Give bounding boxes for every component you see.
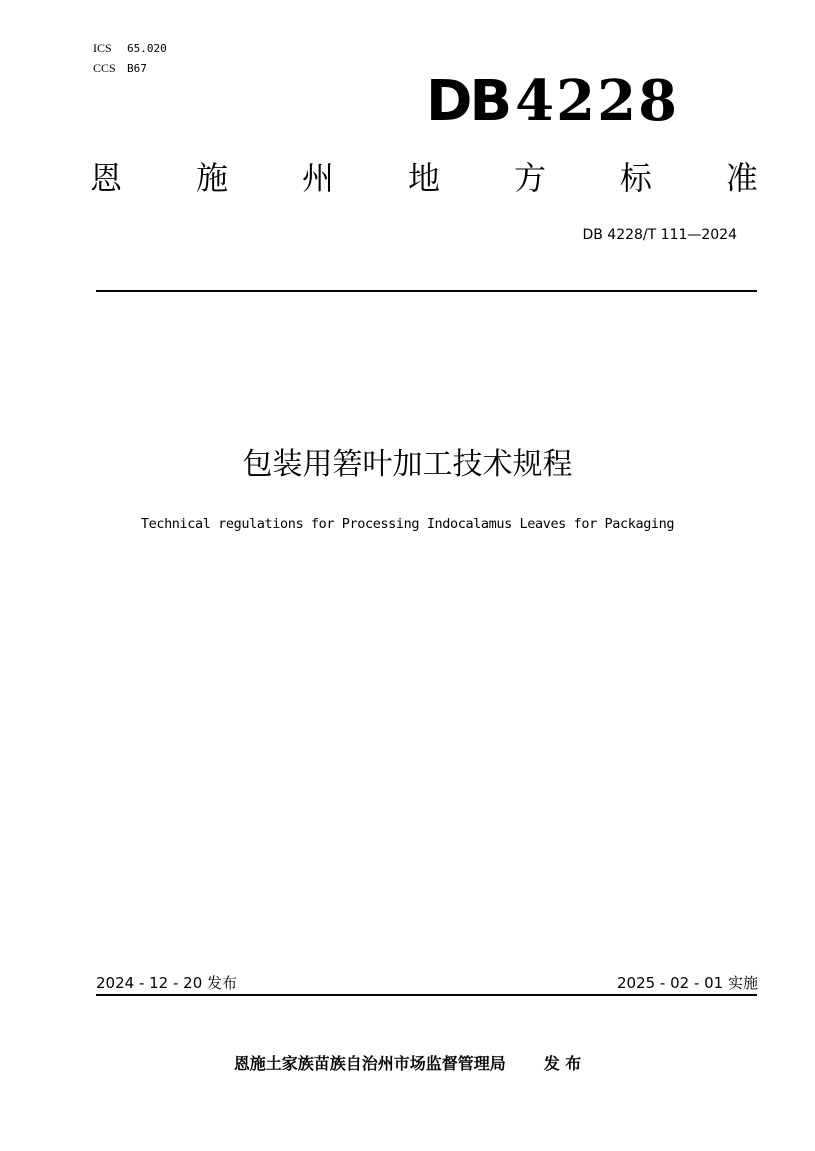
db-logo-code: 4228 — [515, 68, 680, 134]
standard-number: DB 4228/T 111—2024 — [582, 227, 737, 243]
ics-code — [93, 40, 167, 57]
document-title: 包装用箬叶加工技术规程 — [242, 447, 573, 482]
db-logo-prefix: DB — [426, 69, 510, 134]
ics-value: 65.020 — [127, 42, 167, 55]
standard-title-char: 恩 — [90, 159, 123, 197]
footer-divider — [96, 994, 757, 996]
ccs-code — [93, 60, 147, 77]
standard-title-char: 准 — [725, 159, 758, 197]
standard-title-char: 施 — [195, 159, 228, 197]
issue-date: 2024 - 12 - 20 发布 — [96, 974, 238, 992]
publisher-line — [0, 1052, 815, 1076]
ccs-label: CCS — [93, 61, 116, 75]
publisher-name: 恩施土家族苗族自治州市场监督管理局 — [233, 1054, 506, 1073]
standard-title-char: 标 — [619, 159, 652, 197]
standard-title-char: 州 — [301, 159, 334, 197]
ccs-value: B67 — [127, 62, 147, 75]
standard-title — [90, 156, 758, 200]
db-standard-logo — [426, 70, 698, 132]
standard-title-char: 地 — [407, 159, 440, 197]
document-english-title: Technical regulations for Processing Indocalamus Leaves for Packaging — [140, 516, 675, 532]
publisher-action: 发 布 — [543, 1054, 582, 1073]
header-divider — [96, 290, 757, 292]
standard-title-char: 方 — [513, 159, 546, 197]
effective-date: 2025 - 02 - 01 实施 — [616, 974, 758, 992]
ics-label: ICS — [93, 41, 112, 55]
